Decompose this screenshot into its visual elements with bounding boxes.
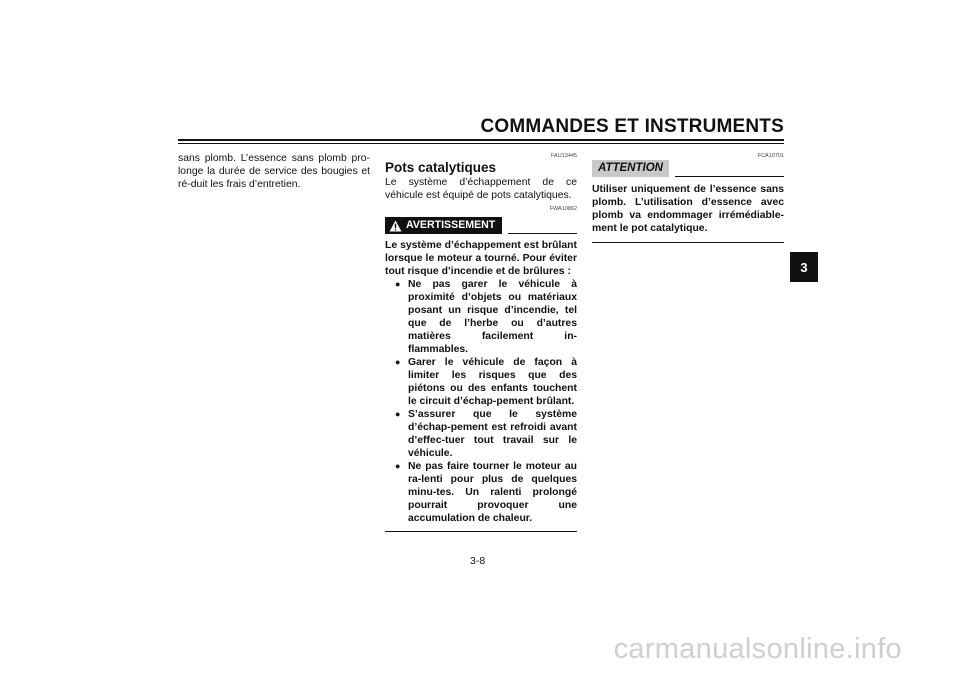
list-item [395,278,577,356]
header-rule-thick [178,139,784,141]
list-item [395,356,577,408]
warning-header [385,217,577,234]
page-number: 3-8 [470,555,486,567]
list-item-text: S’assurer que le système d’échap-pement est refroidi avant d’effec-tuer tout travail sur le véhicule. [408,409,577,459]
attention-code: FCA10701 [757,153,784,159]
warning-badge [385,217,502,234]
continuation-paragraph: sans plomb. L’essence sans plomb pro-longe la durée de service des bougies et ré-duit les frais d’entretien. [178,153,370,190]
warning-rule [508,233,577,234]
list-item-text: Ne pas faire tourner le moteur au ra-lenti pour plus de quelques minu-tes. Un ralenti prolongé pourrait provoquer une accumulation de chaleur. [408,461,577,524]
attention-badge: ATTENTION [592,160,669,177]
header-rule-thin [178,143,784,144]
attention-end-rule [592,242,784,243]
list-item-text: Ne pas garer le véhicule à proximité d’objets ou matériaux posant un risque d’incendie, tel que de l’herbe ou d’autres matières facilement in-flammables. [408,279,577,355]
column-3 [592,152,784,243]
chapter-tab[interactable]: 3 [790,252,818,282]
attention-rule [675,176,784,177]
list-item [395,460,577,525]
bullet-icon: ● [395,279,401,289]
warning-code: FWA10862 [549,206,577,212]
bullet-icon: ● [395,461,401,471]
column-1 [178,152,370,191]
warning-label: AVERTISSEMENT [406,219,496,231]
warning-triangle-icon [389,220,402,232]
attention-text: Utiliser uniquement de l’essence sans plomb. L’utilisation d’essence avec plomb va endommager irrémédiable-ment le pot catalytique. [592,184,784,234]
section-code: FAU13445 [551,153,577,159]
page-header-title: COMMANDES ET INSTRUMENTS [480,116,784,137]
list-item [395,408,577,460]
warning-bullet-list [385,278,577,525]
bullet-icon: ● [395,357,401,367]
list-item-text: Garer le véhicule de façon à limiter les risques que des piétons ou des enfants touchent le circuit d’échap-pement brûlant. [408,357,577,407]
warning-text: Le système d’échappement est brûlant lorsque le moteur a tourné. Pour éviter tout risque d’incendie et de brûlures : [385,240,577,277]
warning-end-rule [385,531,577,532]
intro-paragraph: Le système d’échappement de ce véhicule est équipé de pots catalytiques. [385,177,577,201]
bullet-icon: ● [395,409,401,419]
watermark[interactable]: carmanualsonline.info [613,633,902,665]
section-title: Pots catalytiques [385,160,497,175]
column-2 [385,152,577,532]
attention-header [592,160,784,177]
